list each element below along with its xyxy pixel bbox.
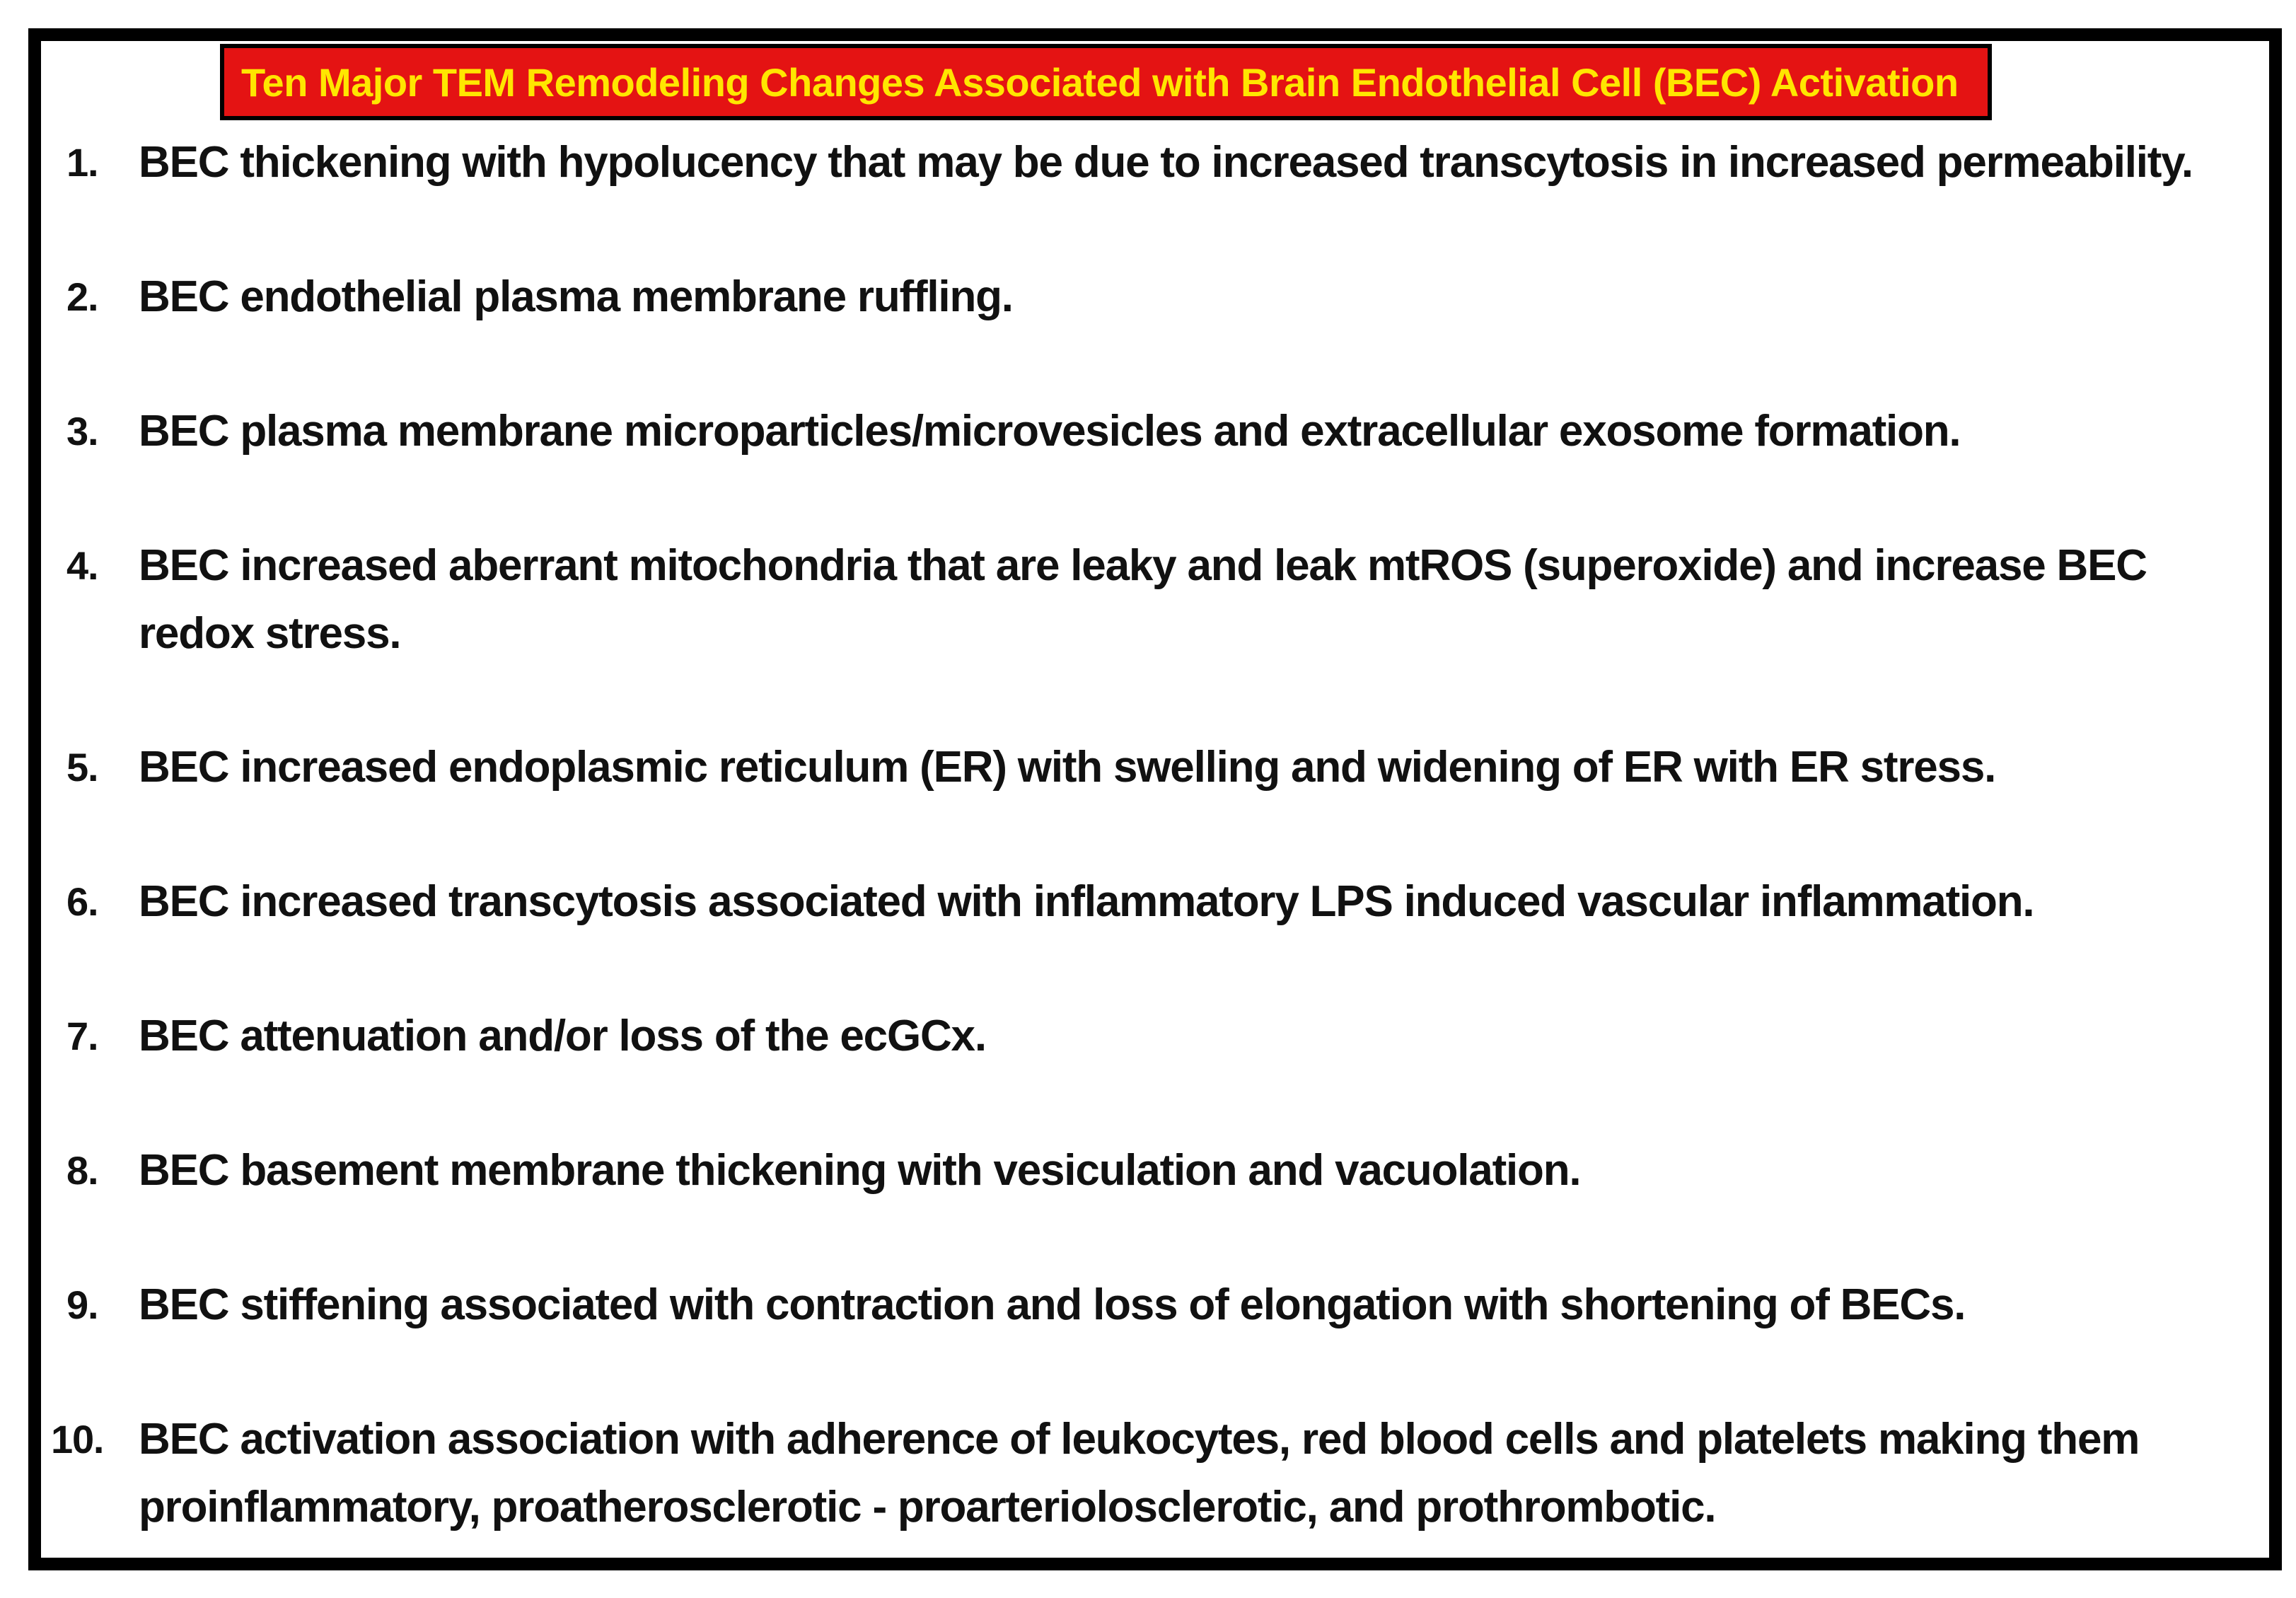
item-number: 10. [51,1417,104,1461]
item-number: 1. [66,140,98,185]
item-number: 2. [66,274,98,319]
item-text-continued: redox stress. [139,609,401,658]
item-text: BEC stiffening associated with contraction and loss of elongation with shortening of BECs. [139,1280,1966,1329]
item-text: BEC increased endoplasmic reticulum (ER) with swelling and widening of ER with ER stress. [139,743,1996,792]
item-number: 5. [66,745,98,789]
item-text: BEC activation association with adherence of leukocytes, red blood cells and platelets making them [139,1415,2140,1464]
document-frame [28,28,2282,1570]
title-banner [220,44,1992,120]
item-text: BEC attenuation and/or loss of the ecGCx. [139,1012,986,1060]
item-text: BEC thickening with hypolucency that may be due to increased transcytosis in increased permeability. [139,138,2193,187]
item-number: 7. [66,1014,98,1058]
item-text: BEC increased aberrant mitochondria that are leaky and leak mtROS (superoxide) and increase BEC [139,541,2147,590]
page-title: Ten Major TEM Remodeling Changes Associated with Brain Endothelial Cell (BEC) Activation [241,59,1959,105]
item-text: BEC increased transcytosis associated with inflammatory LPS induced vascular inflammation. [139,877,2034,926]
item-text: BEC basement membrane thickening with vesiculation and vacuolation. [139,1146,1581,1195]
item-number: 3. [66,409,98,453]
item-number: 8. [66,1148,98,1193]
item-text: BEC plasma membrane microparticles/microvesicles and extracellular exosome formation. [139,407,1961,456]
item-number: 6. [66,879,98,924]
item-text: BEC endothelial plasma membrane ruffling. [139,272,1013,321]
item-number: 4. [66,543,98,588]
item-number: 9. [66,1283,98,1327]
item-text-continued: proinflammatory, proatherosclerotic - proarteriolosclerotic, and prothrombotic. [139,1483,1716,1532]
